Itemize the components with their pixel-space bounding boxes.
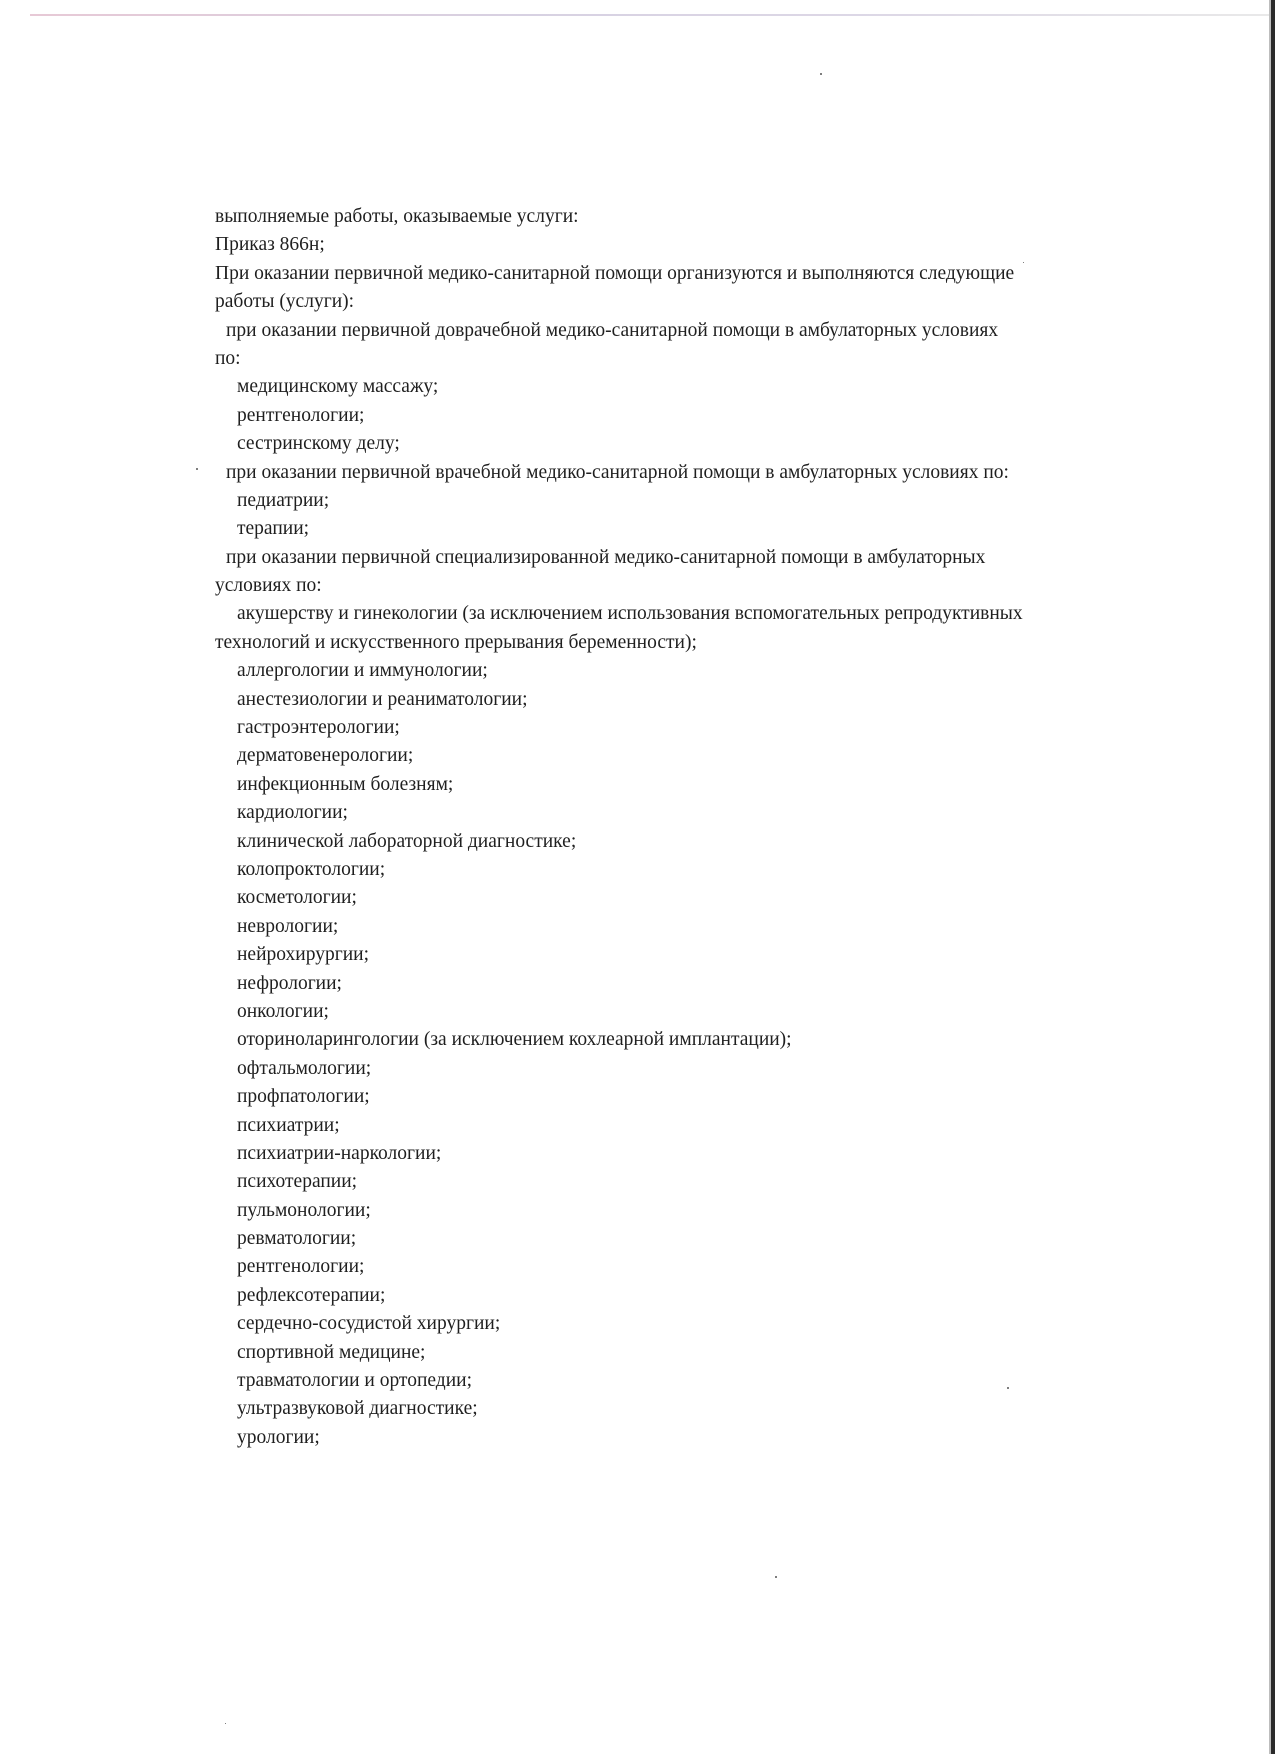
document-line: аллергологии и иммунологии; — [237, 660, 488, 682]
scan-speck — [820, 73, 822, 75]
document-line: профпатологии; — [237, 1086, 370, 1108]
document-line: ультразвуковой диагностике; — [237, 1398, 478, 1420]
document-line: гастроэнтерологии; — [237, 717, 400, 739]
document-line: онкологии; — [237, 1000, 329, 1022]
document-line: сестринскому делу; — [237, 433, 400, 455]
document-line: при оказании первичной доврачебной медико-санитарной помощи в амбулаторных условиях — [226, 319, 999, 341]
document-line: по: — [215, 347, 241, 369]
scan-speck — [775, 1576, 777, 1578]
document-line: спортивной медицине; — [237, 1341, 426, 1363]
document-line: рентгенологии; — [237, 1256, 365, 1278]
document-body — [215, 203, 1215, 1452]
document-line: работы (услуги): — [215, 291, 355, 313]
document-line: нефрологии; — [237, 972, 342, 994]
document-line: психиатрии-наркологии; — [237, 1142, 442, 1164]
document-line: инфекционным болезням; — [237, 773, 454, 795]
document-line: оториноларингологии (за исключением кохлеарной имплантации); — [237, 1029, 792, 1051]
document-line: пульмонологии; — [237, 1199, 371, 1221]
document-line: психиатрии; — [237, 1114, 340, 1136]
document-line: анестезиологии и реаниматологии; — [237, 688, 528, 710]
document-line: Приказ 866н; — [215, 234, 325, 256]
document-line: при оказании первичной врачебной медико-санитарной помощи в амбулаторных условиях по: — [226, 461, 1009, 483]
document-line: неврологии; — [237, 915, 339, 937]
document-line: сердечно-сосудистой хирургии; — [237, 1313, 501, 1335]
document-line: нейрохирургии; — [237, 944, 370, 966]
document-line: кардиологии; — [237, 802, 348, 824]
document-line: психотерапии; — [237, 1171, 358, 1193]
document-line: акушерству и гинекологии (за исключением использования вспомогательных репродуктивных — [237, 603, 1023, 625]
document-line: условиях по: — [215, 575, 322, 597]
document-line: рефлексотерапии; — [237, 1284, 386, 1306]
document-line: травматологии и ортопедии; — [237, 1370, 472, 1392]
document-line: косметологии; — [237, 887, 357, 909]
document-line: клинической лабораторной диагностике; — [237, 830, 577, 852]
scan-speck — [196, 468, 198, 470]
document-line: при оказании первичной специализированной медико-санитарной помощи в амбулаторных — [226, 546, 986, 568]
document-line: урологии; — [237, 1426, 320, 1448]
document-line: дерматовенерологии; — [237, 745, 414, 767]
document-line: медицинскому массажу; — [237, 376, 439, 398]
document-line: офтальмологии; — [237, 1057, 372, 1079]
document-line: выполняемые работы, оказываемые услуги: — [215, 206, 579, 227]
document-line: При оказании первичной медико-санитарной помощи организуются и выполняются следующие — [215, 262, 1015, 284]
document-line: технологий и искусственного прерывания беременности); — [215, 631, 697, 653]
scan-top-edge — [30, 14, 1270, 16]
document-line: педиатрии; — [237, 489, 330, 511]
scan-speck — [225, 1723, 226, 1724]
document-line: ревматологии; — [237, 1228, 357, 1250]
document-line: терапии; — [237, 518, 310, 540]
scan-right-edge — [1271, 0, 1275, 1754]
document-line: рентгенологии; — [237, 404, 365, 426]
document-line: колопроктологии; — [237, 858, 386, 880]
